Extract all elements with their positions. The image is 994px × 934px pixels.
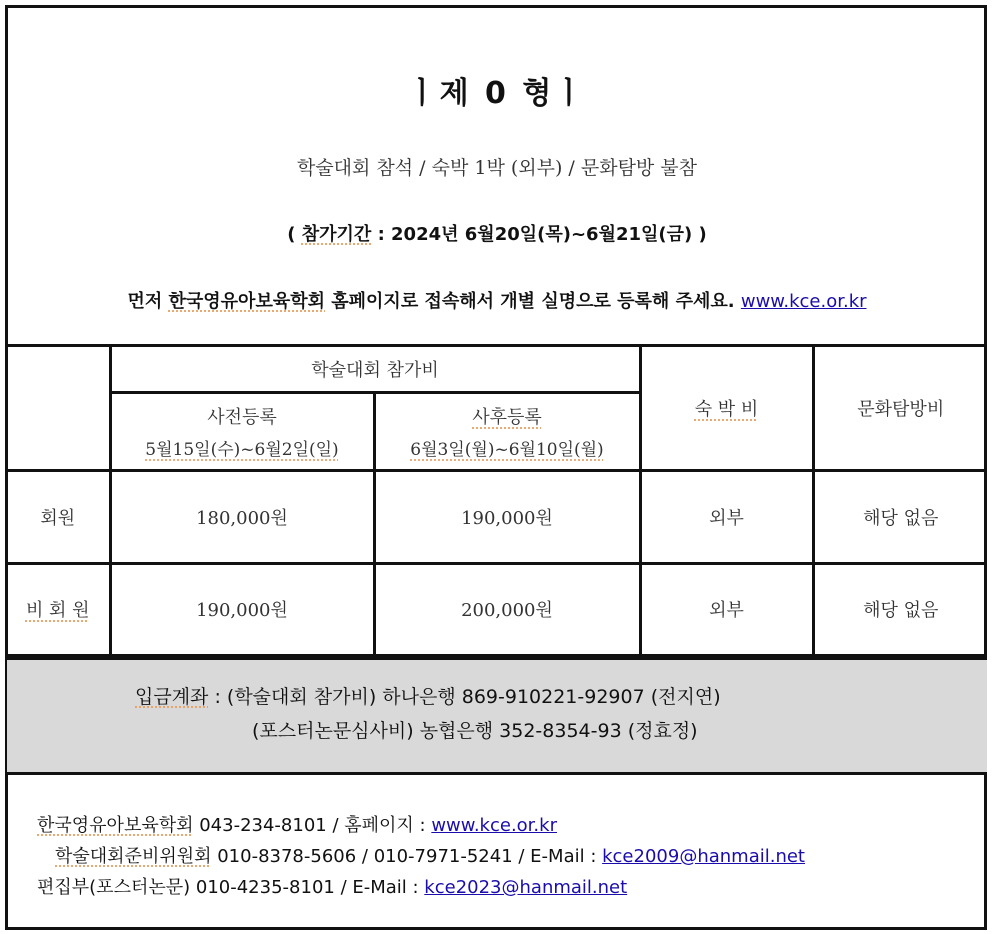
bank-label: 입금계좌	[135, 686, 209, 708]
notice-text-b: 홈페이지로 접속해서 개별 실명으로 등록해 주세요.	[325, 291, 741, 312]
row-lodging: 외부	[640, 471, 813, 563]
post-dates: 6월3일(월)~6월10일(월)	[410, 440, 604, 461]
pre-label: 사전등록	[207, 407, 277, 429]
contact-info: 010-8378-5606 / 010-7971-5241 / E-Mail :	[211, 846, 603, 867]
contact-org: 편집부(포스터논문)	[37, 877, 191, 898]
notice-text-a: 먼저	[127, 291, 169, 312]
post-label: 사후등록	[472, 407, 542, 429]
homepage-link[interactable]: www.kce.or.kr	[740, 291, 867, 312]
email-link[interactable]: kce2023@hanmail.net	[424, 877, 628, 898]
post-registration-header	[374, 393, 640, 471]
fee-group-header: 학술대회 참가비	[110, 346, 640, 393]
registration-notice	[0, 287, 994, 313]
contact-info: 010-4235-8101 / E-Mail :	[190, 877, 425, 898]
contact-org: 한국영유아보육학회	[37, 815, 194, 836]
row-culture: 해당 없음	[813, 471, 987, 563]
row-culture: 해당 없음	[813, 563, 987, 655]
bank-line-1	[135, 682, 721, 709]
contact-org: 학술대회준비위원회	[55, 846, 212, 867]
culture-header: 문화탐방비	[813, 346, 987, 471]
row-type: 비 회 원	[7, 563, 110, 655]
form-subtitle: 학술대회 참석 / 숙박 1박 (외부) / 문화탐방 불참	[296, 157, 698, 179]
period-value: : 2024년 6월20일(목)~6월21일(금) )	[371, 224, 707, 245]
homepage-link[interactable]: www.kce.or.kr	[431, 815, 557, 836]
table-row	[7, 563, 987, 655]
bank-line1-rest: : (학술대회 참가비) 하나은행 869-910221-92907 (전지연)	[208, 686, 721, 708]
row-type: 회원	[7, 471, 110, 563]
contact-info: 043-234-8101 / 홈페이지 :	[193, 815, 432, 836]
row-pre-fee: 190,000원	[110, 563, 374, 655]
pre-registration-header	[110, 393, 374, 471]
contact-line-society	[37, 811, 557, 837]
row-pre-fee: 180,000원	[110, 471, 374, 563]
table-row	[7, 471, 987, 563]
bank-line-2: (포스터논문심사비) 농협은행 352-8354-93 (정효정)	[252, 720, 698, 742]
notice-org: 한국영유아보육학회	[168, 291, 325, 312]
contact-line-editorial	[37, 873, 627, 899]
bank-account-section	[7, 657, 987, 775]
email-link[interactable]: kce2009@hanmail.net	[602, 846, 805, 867]
row-post-fee: 200,000원	[374, 563, 640, 655]
header-empty-cell	[7, 346, 110, 471]
fee-table	[7, 344, 987, 657]
contact-line-committee	[55, 842, 805, 868]
form-title: ㅣ제 0 형ㅣ	[407, 76, 587, 111]
period-label: 참가기간	[301, 224, 372, 245]
period-open: (	[287, 224, 302, 245]
lodging-header: 숙 박 비	[640, 346, 813, 471]
row-post-fee: 190,000원	[374, 471, 640, 563]
row-lodging: 외부	[640, 563, 813, 655]
participation-period	[0, 220, 994, 246]
pre-dates: 5월15일(수)~6월2일(일)	[145, 440, 339, 461]
